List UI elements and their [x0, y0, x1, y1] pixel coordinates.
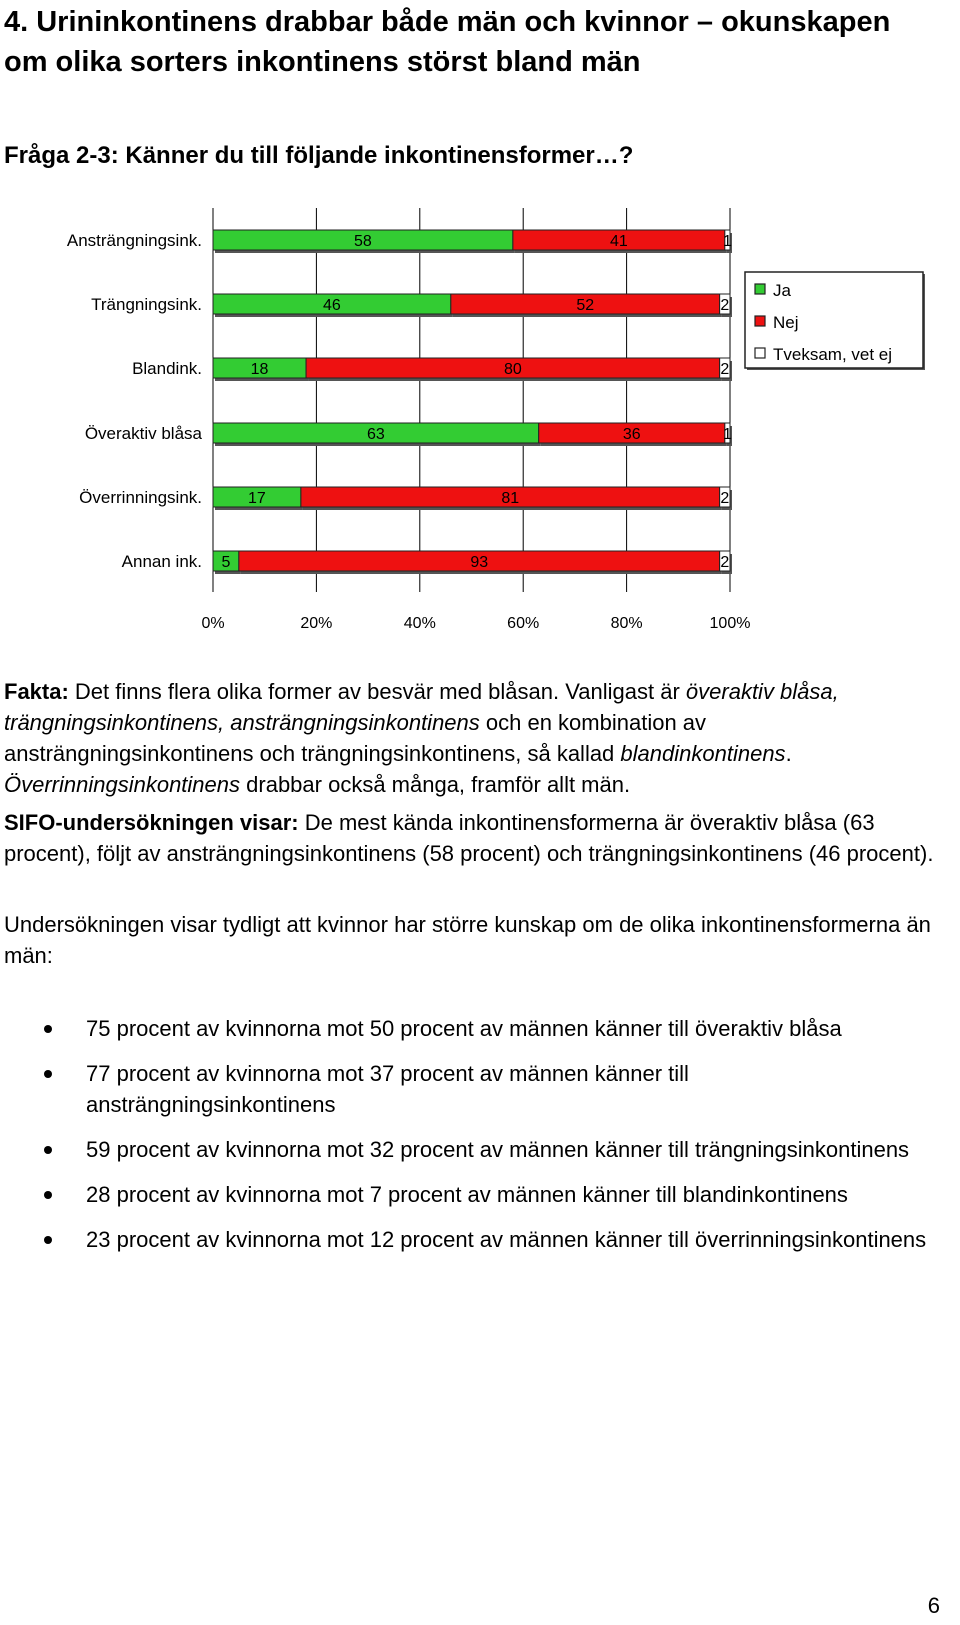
- section-heading: 4. Urininkontinens drabbar både män och kvinnor – okunskapen om olika sorters inkontinens störst bland män: [4, 6, 891, 78]
- bullet-icon: [44, 1191, 52, 1199]
- bar-value-label: 52: [576, 297, 595, 314]
- list-item-text: 77 procent av kvinnorna mot 37 procent av männen känner till ansträngningsinkontinens: [86, 1061, 689, 1117]
- chart-svg: [0, 200, 960, 670]
- fakta-text-4: blandinkontinens: [620, 741, 786, 766]
- x-tick-label: 40%: [403, 615, 436, 632]
- bar-value-label: 63: [366, 426, 385, 443]
- bar-value-label: 81: [501, 490, 520, 507]
- bullet-icon: [44, 1025, 52, 1033]
- inkontinens-chart: [0, 200, 960, 670]
- fakta-text-2: överaktiv blåsa, trängningsinkontinens, ansträngningsinkontinens: [4, 679, 839, 735]
- fakta-text-5: .: [785, 741, 792, 766]
- legend-label: Ja: [773, 281, 791, 300]
- list-item: [0, 1224, 940, 1255]
- legend-label: Nej: [773, 313, 799, 332]
- fakta-label: Fakta:: [4, 679, 69, 704]
- bullet-icon: [44, 1236, 52, 1244]
- bar-value-label: 2: [720, 490, 730, 507]
- page-number: 6: [927, 1593, 940, 1618]
- category-label: Annan ink.: [121, 552, 202, 571]
- list-item: [0, 1013, 940, 1044]
- bar-value-label: 18: [250, 361, 269, 378]
- x-tick-label: 80%: [610, 615, 643, 632]
- fakta-text-3: och en kombination av ansträngningsinkontinens och trängningsinkontinens, så kallad: [4, 710, 707, 766]
- bar-value-label: 1: [722, 426, 732, 443]
- bar-value-label: 1: [722, 233, 732, 250]
- bullet-icon: [44, 1070, 52, 1078]
- sifo-label: SIFO-undersökningen visar:: [4, 810, 299, 835]
- legend-swatch: [755, 284, 765, 294]
- bar-value-label: 46: [323, 297, 341, 314]
- bar-value-label: 36: [622, 426, 641, 443]
- legend-swatch: [755, 348, 765, 358]
- bar-value-label: 2: [720, 361, 730, 378]
- sifo-paragraph: [4, 807, 944, 869]
- category-label: Trängningsink.: [91, 295, 202, 314]
- list-item-text: 75 procent av kvinnorna mot 50 procent av männen känner till överaktiv blåsa: [86, 1016, 842, 1041]
- bar-value-label: 58: [354, 233, 372, 250]
- bar-value-label: 41: [609, 233, 628, 250]
- bar-value-label: 17: [248, 490, 266, 507]
- bullet-icon: [44, 1146, 52, 1154]
- category-label: Blandink.: [132, 359, 202, 378]
- fakta-text-6: Överrinningsinkontinens: [4, 772, 241, 797]
- bar-value-label: 80: [503, 361, 522, 378]
- fakta-paragraph: [4, 676, 944, 800]
- undersokning-paragraph: Undersökningen visar tydligt att kvinnor har större kunskap om de olika inkontinensformerna än män:: [4, 912, 931, 968]
- bar-value-label: 2: [720, 554, 730, 571]
- sifo-text: De mest kända inkontinensformerna är överaktiv blåsa (63 procent), följt av ansträngningsinkontinens (58 procent) och trängningsinkontinens (46 procent).: [4, 810, 934, 866]
- findings-list: [0, 1013, 940, 1269]
- bar-value-label: 5: [221, 554, 231, 571]
- fakta-text-1: Det finns flera olika former av besvär med blåsan. Vanligast är: [68, 679, 686, 704]
- bar-value-label: 2: [720, 297, 730, 314]
- bar-value-label: 93: [470, 554, 489, 571]
- x-tick-label: 100%: [709, 615, 751, 632]
- list-item-text: 28 procent av kvinnorna mot 7 procent av männen känner till blandinkontinens: [86, 1182, 848, 1207]
- x-tick-label: 20%: [300, 615, 333, 632]
- list-item: [0, 1179, 940, 1210]
- list-item-text: 23 procent av kvinnorna mot 12 procent av männen känner till överrinningsinkontinens: [86, 1227, 927, 1252]
- x-tick-label: 60%: [507, 615, 540, 632]
- list-item: [0, 1134, 940, 1165]
- list-item: [0, 1058, 940, 1120]
- category-label: Ansträngningsink.: [66, 231, 202, 250]
- category-label: Överrinningsink.: [79, 488, 202, 507]
- legend-swatch: [755, 316, 765, 326]
- list-item-text: 59 procent av kvinnorna mot 32 procent av männen känner till trängningsinkontinens: [86, 1137, 910, 1162]
- x-tick-label: 0%: [201, 615, 225, 632]
- category-label: Överaktiv blåsa: [84, 424, 202, 443]
- question-heading: Fråga 2-3: Känner du till följande inkontinensformer…?: [4, 142, 634, 169]
- fakta-text-7: drabbar också många, framför allt män.: [240, 772, 631, 797]
- legend-label: Tveksam, vet ej: [773, 345, 893, 364]
